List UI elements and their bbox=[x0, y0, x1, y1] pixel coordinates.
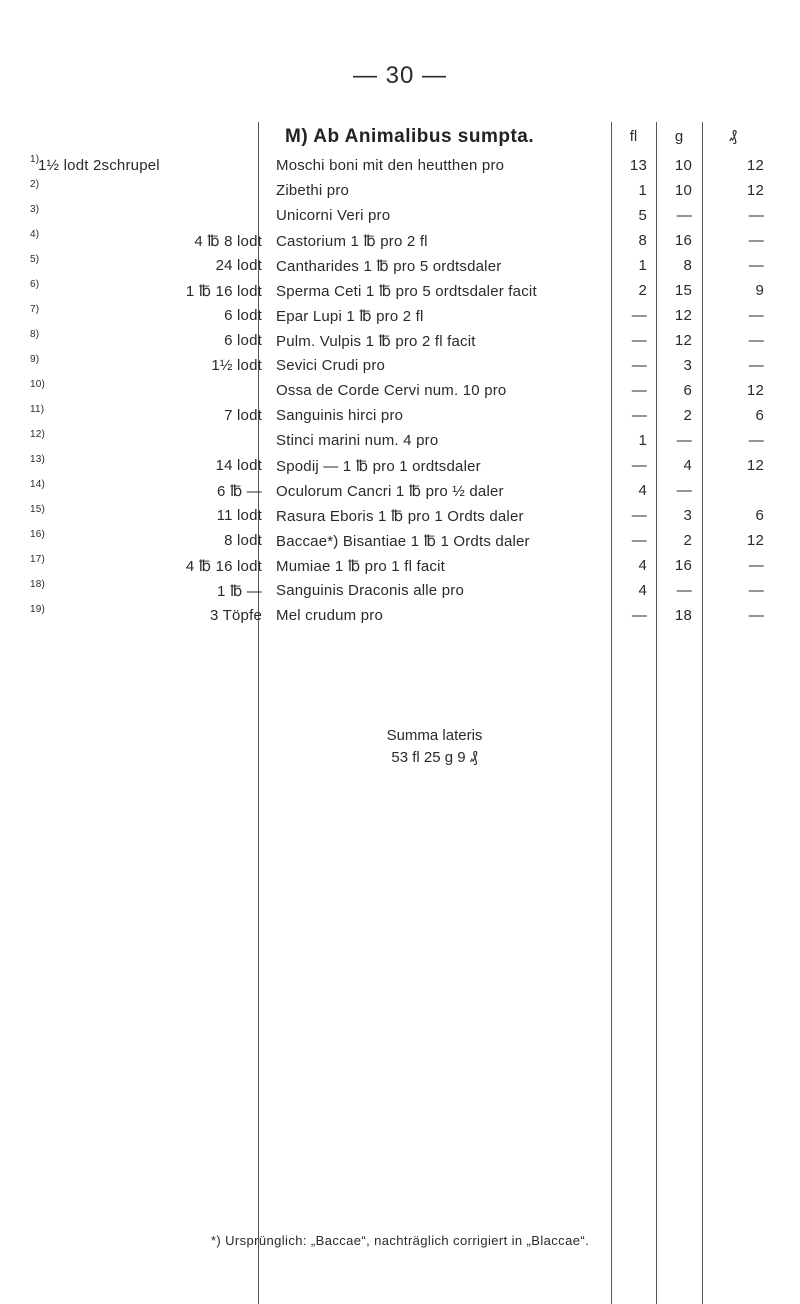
amount-d: — bbox=[748, 232, 764, 249]
amount-g: 12 bbox=[674, 332, 692, 349]
ledger-row bbox=[0, 580, 800, 605]
ledger-row bbox=[0, 455, 800, 480]
quantity: 11 lodt bbox=[216, 507, 262, 524]
amount-d: — bbox=[748, 332, 764, 349]
quantity: 24 lodt bbox=[215, 257, 262, 274]
amount-fl: 4 bbox=[638, 582, 647, 599]
amount-fl: 4 bbox=[638, 482, 647, 499]
footnote-ref: 4) bbox=[30, 229, 40, 240]
quantity: 1½ lodt bbox=[211, 357, 262, 374]
ledger-row bbox=[0, 405, 800, 430]
amount-d: — bbox=[748, 557, 764, 574]
summa-value: 53 fl 25 g 9 ₰ bbox=[391, 749, 478, 766]
amount-fl: 4 bbox=[638, 557, 647, 574]
section-header bbox=[0, 124, 800, 152]
amount-g: 10 bbox=[674, 182, 692, 199]
amount-fl: 2 bbox=[638, 282, 647, 299]
amount-fl: 5 bbox=[638, 207, 647, 224]
item-description: Oculorum Cancri 1 ℔ pro ½ daler bbox=[276, 483, 504, 500]
item-description: Spodij — 1 ℔ pro 1 ordtsdaler bbox=[276, 458, 481, 475]
quantity: 1 ℔ — bbox=[217, 583, 262, 600]
footnote-ref: 15) bbox=[30, 504, 46, 515]
footnote-ref: 3) bbox=[30, 204, 40, 215]
item-description: Sanguinis hirci pro bbox=[276, 407, 404, 424]
amount-d: 6 bbox=[755, 407, 764, 424]
page-number: — 30 — bbox=[352, 62, 448, 89]
amount-d: 12 bbox=[746, 457, 764, 474]
amount-g: 3 bbox=[683, 357, 692, 374]
amount-d: 12 bbox=[746, 182, 764, 199]
footnote-ref: 19) bbox=[30, 604, 46, 615]
amount-fl: 1 bbox=[638, 432, 647, 449]
footnote-ref: 5) bbox=[30, 254, 40, 265]
amount-g: 3 bbox=[683, 507, 692, 524]
amount-g: 10 bbox=[674, 157, 692, 174]
amount-g: 8 bbox=[683, 257, 692, 274]
amount-g: 18 bbox=[674, 607, 692, 624]
amount-d: 12 bbox=[746, 532, 764, 549]
item-description: Moschi boni mit den heutthen pro bbox=[276, 157, 505, 174]
ledger-row bbox=[0, 505, 800, 530]
ledger-row bbox=[0, 180, 800, 205]
quantity: 7 lodt bbox=[224, 407, 262, 424]
amount-d: — bbox=[748, 357, 764, 374]
ledger-row bbox=[0, 255, 800, 280]
footnote-ref: 11) bbox=[30, 404, 45, 415]
item-description: Stinci marini num. 4 pro bbox=[276, 432, 439, 449]
footnote: *) Ursprünglich: „Baccae“, nachträglich corrigiert in „Blaccae“. bbox=[210, 1233, 590, 1248]
footnote-ref: 8) bbox=[30, 329, 40, 340]
quantity: 6 lodt bbox=[224, 307, 262, 324]
item-description: Mel crudum pro bbox=[276, 607, 384, 624]
ledger-row bbox=[0, 480, 800, 505]
item-description: Ossa de Corde Cervi num. 10 pro bbox=[276, 382, 507, 399]
amount-fl: 13 bbox=[629, 157, 647, 174]
footnote-ref: 7) bbox=[30, 304, 40, 315]
ledger-row bbox=[0, 380, 800, 405]
ledger-row bbox=[0, 305, 800, 330]
amount-fl: 1 bbox=[638, 257, 647, 274]
item-description: Cantharides 1 ℔ pro 5 ordtsdaler bbox=[276, 258, 502, 275]
footnote-ref: 18) bbox=[30, 579, 46, 590]
column-header-g: g bbox=[674, 128, 684, 145]
quantity: 6 lodt bbox=[224, 332, 262, 349]
amount-fl: — bbox=[631, 307, 647, 324]
quantity: 3 Töpfe bbox=[210, 607, 262, 624]
ledger-row bbox=[0, 530, 800, 555]
item-description: Zibethi pro bbox=[276, 182, 350, 199]
summa-block bbox=[258, 725, 611, 769]
amount-g: — bbox=[676, 432, 692, 449]
amount-d: — bbox=[748, 582, 764, 599]
amount-d: — bbox=[748, 207, 764, 224]
quantity: 14 lodt bbox=[215, 457, 262, 474]
amount-g: — bbox=[676, 482, 692, 499]
amount-d: 12 bbox=[746, 157, 764, 174]
ledger-row bbox=[0, 230, 800, 255]
amount-g: 16 bbox=[674, 557, 692, 574]
footnote-ref: 14) bbox=[30, 479, 46, 490]
quantity: 1 ℔ 16 lodt bbox=[185, 283, 262, 300]
footnote-ref: 2) bbox=[30, 179, 40, 190]
amount-fl: 1 bbox=[638, 182, 647, 199]
amount-fl: — bbox=[631, 407, 647, 424]
amount-fl: — bbox=[631, 457, 647, 474]
amount-g: 12 bbox=[674, 307, 692, 324]
ledger-rows bbox=[0, 155, 800, 630]
footnote-ref: 13) bbox=[30, 454, 46, 465]
ledger-row bbox=[0, 555, 800, 580]
quantity: 1½ lodt 2schrupel bbox=[38, 157, 160, 174]
column-header-fl: fl bbox=[629, 128, 638, 145]
item-description: Sevici Crudi pro bbox=[276, 357, 386, 374]
amount-d: 12 bbox=[746, 382, 764, 399]
amount-fl: — bbox=[631, 332, 647, 349]
item-description: Mumiae 1 ℔ pro 1 fl facit bbox=[276, 558, 445, 575]
item-description: Pulm. Vulpis 1 ℔ pro 2 fl facit bbox=[276, 333, 476, 350]
amount-fl: — bbox=[631, 382, 647, 399]
amount-d: — bbox=[748, 307, 764, 324]
amount-g: 4 bbox=[683, 457, 692, 474]
item-description: Rasura Eboris 1 ℔ pro 1 Ordts daler bbox=[276, 508, 524, 525]
ledger-row bbox=[0, 355, 800, 380]
footnote-ref: 6) bbox=[30, 279, 40, 290]
ledger-row bbox=[0, 205, 800, 230]
quantity: 4 ℔ 8 lodt bbox=[194, 233, 262, 250]
quantity: 8 lodt bbox=[224, 532, 262, 549]
item-description: Epar Lupi 1 ℔ pro 2 fl bbox=[276, 308, 424, 325]
ledger-row bbox=[0, 605, 800, 630]
section-title: M) Ab Animalibus sumpta. bbox=[285, 126, 535, 147]
amount-g: 6 bbox=[683, 382, 692, 399]
amount-g: 15 bbox=[674, 282, 692, 299]
amount-fl: — bbox=[631, 532, 647, 549]
item-description: Castorium 1 ℔ pro 2 fl bbox=[276, 233, 428, 250]
amount-g: 2 bbox=[683, 532, 692, 549]
footnote-ref: 9) bbox=[30, 354, 40, 365]
ledger-row bbox=[0, 280, 800, 305]
amount-g: — bbox=[676, 207, 692, 224]
amount-d: 6 bbox=[755, 507, 764, 524]
amount-g: 16 bbox=[674, 232, 692, 249]
amount-fl: 8 bbox=[638, 232, 647, 249]
ledger-row bbox=[0, 155, 800, 180]
amount-d: — bbox=[748, 257, 764, 274]
amount-fl: — bbox=[631, 507, 647, 524]
footnote-ref: 16) bbox=[30, 529, 46, 540]
column-header-d: ₰ bbox=[729, 128, 737, 145]
item-description: Unicorni Veri pro bbox=[276, 207, 391, 224]
amount-fl: — bbox=[631, 357, 647, 374]
amount-g: — bbox=[676, 582, 692, 599]
amount-d: — bbox=[748, 432, 764, 449]
quantity: 4 ℔ 16 lodt bbox=[185, 558, 262, 575]
ledger-row bbox=[0, 330, 800, 355]
amount-g: 2 bbox=[683, 407, 692, 424]
summa-label: Summa lateris bbox=[386, 727, 483, 744]
footnote-ref: 12) bbox=[30, 429, 46, 440]
footnote-ref: 1) bbox=[30, 154, 40, 165]
amount-d: 9 bbox=[755, 282, 764, 299]
footnote-ref: 10) bbox=[30, 379, 46, 390]
quantity: 6 ℔ — bbox=[217, 483, 262, 500]
item-description: Sperma Ceti 1 ℔ pro 5 ordtsdaler facit bbox=[276, 283, 537, 300]
amount-fl: — bbox=[631, 607, 647, 624]
ledger-row bbox=[0, 430, 800, 455]
footnote-ref: 17) bbox=[30, 554, 46, 565]
item-description: Sanguinis Draconis alle pro bbox=[276, 582, 465, 599]
item-description: Baccae*) Bisantiae 1 ℔ 1 Ordts daler bbox=[276, 533, 530, 550]
amount-d: — bbox=[748, 607, 764, 624]
